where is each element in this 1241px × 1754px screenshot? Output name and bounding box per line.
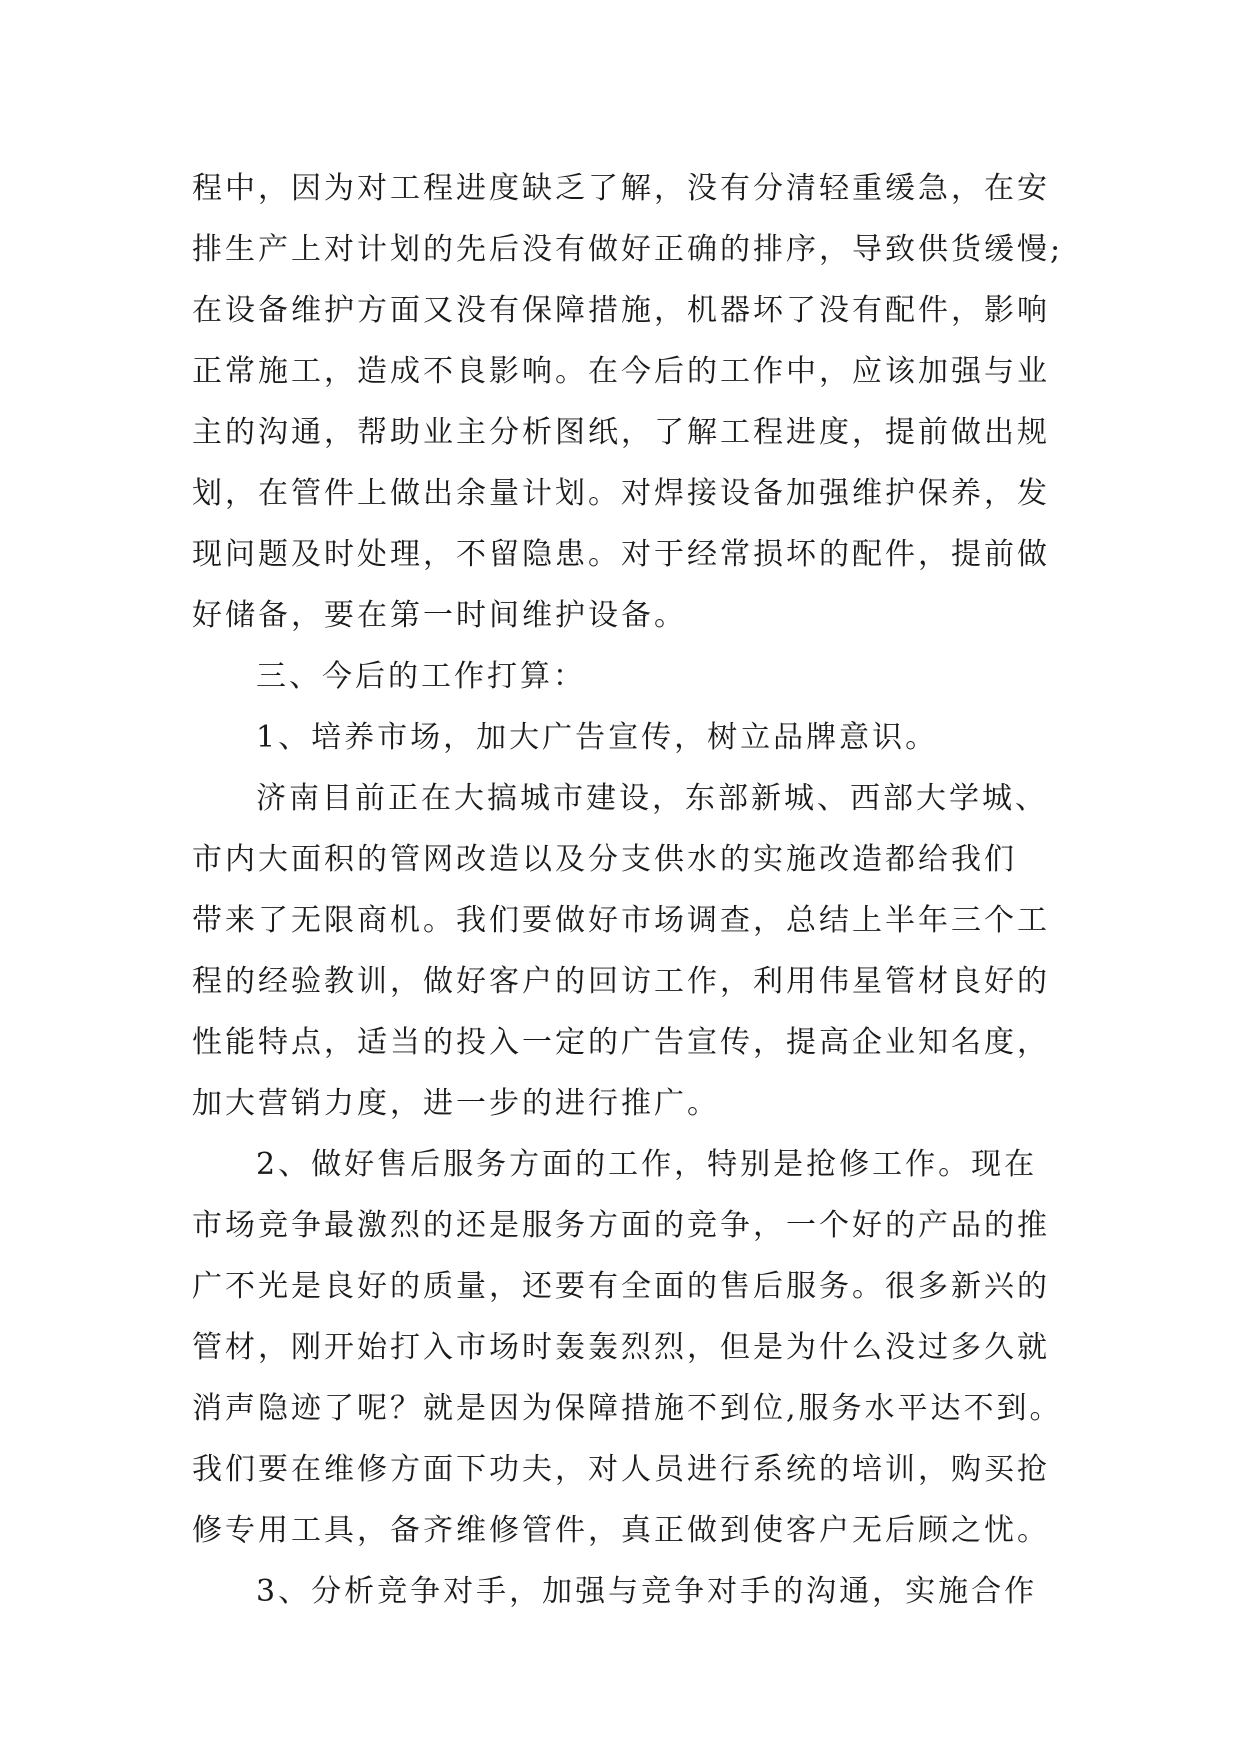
text-line: 现问题及时处理，不留隐患。对于经常损坏的配件，提前做 <box>192 537 1050 572</box>
text-line: 在设备维护方面又没有保障措施，机器坏了没有配件，影响 <box>192 293 1050 328</box>
text-line: 带来了无限商机。我们要做好市场调查，总结上半年三个工 <box>192 903 1050 938</box>
text-line: 程的经验教训，做好客户的回访工作，利用伟星管材良好的 <box>192 964 1050 999</box>
text-line: 管材，刚开始打入市场时轰轰烈烈，但是为什么没过多久就 <box>192 1330 1050 1365</box>
text-line: 修专用工具，备齐维修管件，真正做到使客户无后顾之忧。 <box>192 1513 1050 1548</box>
text-line: 性能特点，适当的投入一定的广告宣传，提高企业知名度， <box>192 1025 1050 1060</box>
text-line: 济南目前正在大搞城市建设，东部新城、西部大学城、 <box>256 781 1048 816</box>
text-line: 主的沟通，帮助业主分析图纸，了解工程进度，提前做出规 <box>192 415 1050 450</box>
text-line: 程中，因为对工程进度缺乏了解，没有分清轻重缓急，在安 <box>192 171 1050 206</box>
list-item-heading: 2、做好售后服务方面的工作，特别是抢修工作。现在 <box>256 1147 1038 1182</box>
text-line: 好储备，要在第一时间维护设备。 <box>192 598 687 633</box>
text-line: 正常施工，造成不良影响。在今后的工作中，应该加强与业 <box>192 354 1050 389</box>
list-item-heading: 1、培养市场，加大广告宣传，树立品牌意识。 <box>256 720 939 755</box>
body-text <box>192 158 1082 1622</box>
text-line: 排生产上对计划的先后没有做好正确的排序，导致供货缓慢; <box>192 232 1064 267</box>
list-item-heading: 3、分析竞争对手，加强与竞争对手的沟通，实施合作 <box>256 1574 1038 1609</box>
text-line: 消声隐迹了呢？就是因为保障措施不到位,服务水平达不到。 <box>192 1391 1063 1426</box>
text-line: 加大营销力度，进一步的进行推广。 <box>192 1086 720 1121</box>
section-heading: 三、今后的工作打算： <box>256 659 586 694</box>
text-line: 市场竞争最激烈的还是服务方面的竞争，一个好的产品的推 <box>192 1208 1050 1243</box>
text-line: 我们要在维修方面下功夫，对人员进行系统的培训，购买抢 <box>192 1452 1050 1487</box>
text-line: 市内大面积的管网改造以及分支供水的实施改造都给我们 <box>192 842 1017 877</box>
text-line: 划，在管件上做出余量计划。对焊接设备加强维护保养，发 <box>192 476 1050 511</box>
text-line: 广不光是良好的质量，还要有全面的售后服务。很多新兴的 <box>192 1269 1050 1304</box>
